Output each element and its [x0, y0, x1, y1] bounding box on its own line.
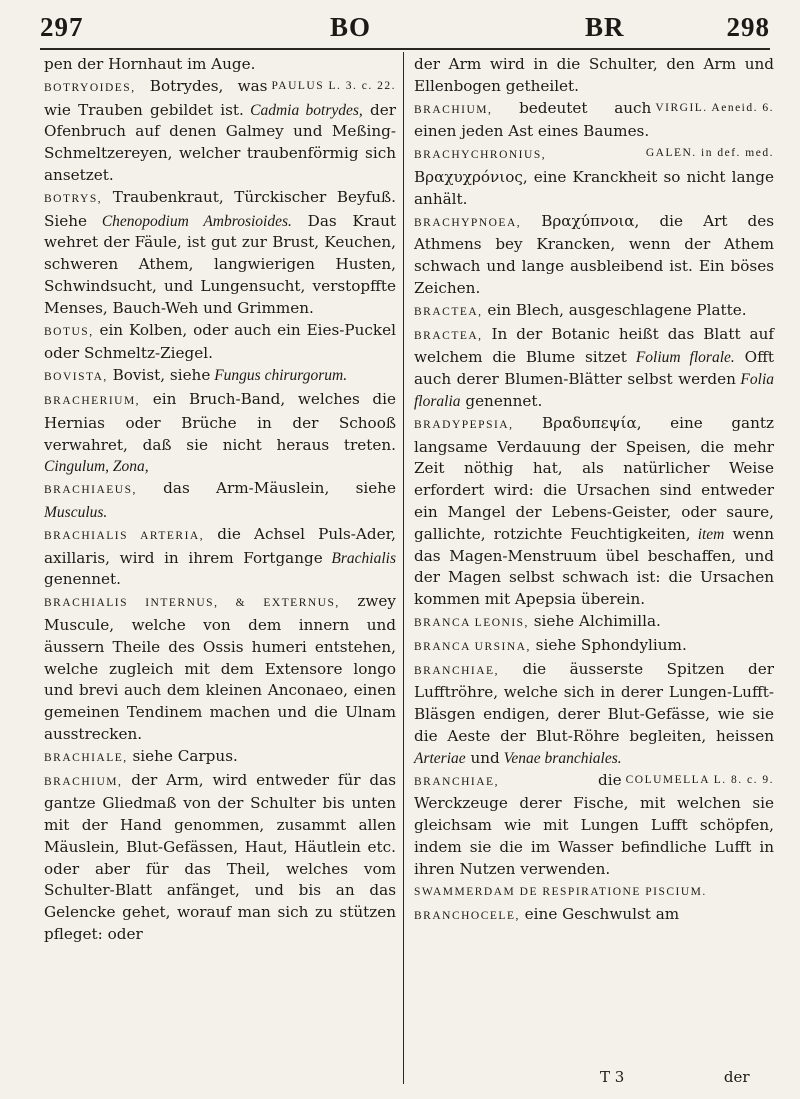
dictionary-entry — [44, 478, 396, 524]
entry-text: Traubenkraut, Türckischer Beyfuß. Siehe — [44, 187, 396, 230]
marginal-reference: VIRGIL. Aeneid. 6. — [655, 101, 774, 114]
entry-text: das Arm-Mäuslein, siehe — [136, 479, 396, 498]
entry-text: Bovist, siehe — [107, 366, 211, 385]
entry-text: Das Kraut wehret der Fäule, ist gut zur Brust, Keuchen, schweren Athem, langwierigen Husten, Schwindsucht, und Lungensucht, verstopffte Menses, Bauch-Weh und Grimmen. — [44, 211, 396, 317]
left-column — [44, 54, 396, 946]
entry-text: die Achsel Puls-Ader, axillaris, wird in ihrem Fortgange — [44, 524, 397, 567]
entry-headword: BRACHYCHRONIUS, — [414, 149, 547, 162]
entry-text: siehe Sphondylium. — [530, 635, 687, 654]
entry-headword: BRACHIALIS INTERNUS, & EXTERNUS, — [44, 597, 340, 610]
page-number-left: 297 — [40, 12, 84, 42]
entry-text: eine Geschwulst am — [519, 905, 680, 924]
dictionary-entry — [414, 54, 774, 98]
catchword: der — [723, 1068, 750, 1086]
guide-word-left: BO — [330, 12, 372, 42]
entry-headword: BRANCHOCELE, — [414, 910, 520, 923]
dictionary-entry — [414, 143, 774, 210]
dictionary-entry — [44, 320, 396, 366]
entry-headword: BRACHIUM, — [44, 775, 123, 788]
entry-headword: BRACHIALE, — [44, 751, 128, 764]
entry-text: Botrydes, was wie Trauben gebildet ist. — [44, 76, 268, 119]
column-divider — [403, 52, 404, 1084]
guide-word-right: BR — [585, 12, 625, 42]
entry-text: genennet. — [44, 570, 121, 589]
entry-text: pen der Hornhaut im Auge. — [44, 55, 256, 73]
entry-text: der Arm wird in die Schulter, den Arm und Ellenbogen getheilet. — [414, 55, 774, 95]
entry-text: und — [465, 748, 500, 767]
dictionary-entry — [414, 770, 774, 881]
entry-headword: BRADYPEPSIA, — [414, 418, 514, 431]
latin-term: Brachialis — [322, 549, 396, 567]
entry-text: wenn das Magen-Menstruum übel beschaffen, und der Magen selbst schwach ist: die Ursachen kommen mit Apepsia überein. — [414, 524, 774, 609]
entry-text: In der Botanic heißt das Blatt auf welchem die Blume sitzet — [414, 324, 774, 367]
dictionary-entry — [44, 524, 396, 591]
entry-headword: BRACHIUM, — [414, 103, 493, 116]
entry-headword: BRANCA URSINA, — [414, 640, 531, 653]
latin-term: Chenopodium Ambrosioides. — [87, 212, 292, 230]
entry-text: die äusserste Spitzen der Lufftröhre, welche sich in derer Lungen-Lufft-Bläsgen endigen, derer Blut-Gefässe, wie sie die Aeste der Blut-Röhre begleiten, heissen — [414, 659, 774, 745]
dictionary-entry — [414, 659, 774, 770]
dictionary-entry — [414, 324, 774, 413]
marginal-reference: GALEN. in def. med. — [645, 147, 774, 160]
entry-text: der Ofenbruch auf denen Galmey und Meßing-Schmeltzereyen, welcher traubenförmig sich ansetzet. — [44, 100, 396, 184]
marginal-reference: PAULUS L. 3. c. 22. — [271, 79, 396, 92]
entry-headword: BRACHIALIS ARTERIA, — [44, 529, 205, 542]
entry-text: Βραχύπνοια, die Art des Athmens bey Krancken, wenn der Athem schwach und lange ausbleibend ist. Ein böses Zeichen. — [414, 211, 774, 297]
entry-headword: BOTRYS, — [44, 192, 103, 205]
dictionary-entry — [414, 880, 774, 904]
entry-headword: BRACHIAEUS, — [44, 484, 137, 497]
latin-term: Folium florale. — [626, 349, 735, 367]
latin-term: item — [690, 525, 725, 543]
entry-headword: BRANCA LEONIS, — [414, 616, 529, 629]
entry-text: Βραχυχρόνιος, eine Kranckheit so nicht lange anhält. — [414, 167, 774, 208]
entry-text: siehe Carpus. — [127, 746, 238, 765]
dictionary-entry — [414, 904, 774, 928]
entry-headword: BRACTEA, — [414, 305, 483, 318]
entry-headword: BRACHYPNOEA, — [414, 216, 522, 229]
latin-term: Fungus chirurgorum. — [210, 367, 348, 385]
signature-mark: T 3 — [600, 1068, 625, 1086]
entry-headword: BRACHERIUM, — [44, 394, 141, 407]
dictionary-entry — [44, 770, 396, 946]
dictionary-entry — [414, 211, 774, 300]
dictionary-entry — [414, 413, 774, 611]
entry-text: ein Kolben, oder auch ein Eies-Puckel oder Schmeltz-Ziegel. — [44, 320, 396, 363]
latin-term: Arteriae — [414, 749, 466, 767]
latin-term: Venae branchiales. — [499, 749, 622, 767]
entry-text: genennet. — [460, 391, 543, 410]
entry-headword: BOTUS, — [44, 325, 94, 338]
entry-text: der Arm, wird entweder für das gantze Gliedmaß von der Schulter bis unten mit der Hand genommen, zusammt allen Mäuslein, Blut-Gefässen, Haut, Häutlein etc. oder aber für das Theil, welches vom Schulter-Blatt anfänget, und bis an das Gelencke gehet, worauf man sich zu stützen pfleget: oder — [44, 770, 396, 944]
latin-term: Folia floralia — [414, 371, 774, 410]
entry-text: siehe Alchimilla. — [528, 611, 661, 630]
entry-text: ein Blech, ausgeschlagene Platte. — [482, 300, 747, 319]
latin-term: Cadmia botrydes, — [243, 101, 363, 119]
dictionary-entry — [414, 635, 774, 659]
entry-text: zwey Muscule, welche von dem innern und äussern Theile des Ossis humeri entstehen, welche zugleich mit dem Extensore longo und brevi auch dem kleinen Anconaeo, einen gemeinen Tendinem machen und die Ulnam ausstrecken. — [44, 592, 396, 743]
header-rule — [40, 48, 770, 50]
marginal-reference: COLUMELLA L. 8. c. 9. — [625, 773, 774, 786]
entry-text: Offt auch derer Blumen-Blätter selbst werden — [414, 348, 775, 389]
entry-text: die Werckzeuge derer Fische, mit welchen sie gleichsam wie mit Lungen Lufft schöpfen, indem sie die im Wasser befindliche Lufft in ihren Nutzen verwenden. — [414, 770, 774, 878]
dictionary-entry — [44, 54, 396, 76]
page-number-right: 298 — [726, 12, 770, 42]
entry-headword: BRANCHIAE, — [414, 664, 499, 677]
entry-text: bedeutet auch einen jeden Ast eines Baumes. — [414, 98, 652, 141]
entry-headword: BRACTEA, — [414, 329, 483, 342]
entry-headword: BOTRYOIDES, — [44, 81, 136, 94]
entry-text: Βραδυπεψία, eine gantz langsame Verdauung der Speisen, die mehr Zeit nöthig hat, als natürlicher Weise erfordert wird: die Ursachen sind entweder ein Mangel der Lebens-Geister, oder saure, gallichte, rotzichte Feuchtigkeiten, — [414, 413, 774, 543]
dictionary-entry — [44, 365, 396, 389]
page-footer — [600, 1068, 750, 1086]
dictionary-entry — [414, 300, 774, 324]
latin-term: Cingulum, Zona, — [44, 458, 149, 476]
dictionary-entry — [44, 746, 396, 770]
dictionary-entry — [44, 591, 396, 746]
entry-headword: BRANCHIAE, — [414, 775, 499, 788]
dictionary-entry — [414, 98, 774, 144]
dictionary-entry — [44, 389, 396, 478]
entry-text: ein Bruch-Band, welches die Hernias oder Brüche in der Schooß verwahret, daß sie nicht heraus treten. — [44, 389, 396, 454]
right-column — [414, 54, 774, 928]
entry-headword: BOVISTA, — [44, 371, 108, 384]
latin-term: Musculus. — [44, 503, 108, 521]
dictionary-entry — [44, 187, 396, 320]
dictionary-entry — [414, 611, 774, 635]
entry-headword: SWAMMERDAM DE RESPIRATIONE PISCIUM. — [414, 886, 707, 899]
running-header — [40, 8, 770, 48]
